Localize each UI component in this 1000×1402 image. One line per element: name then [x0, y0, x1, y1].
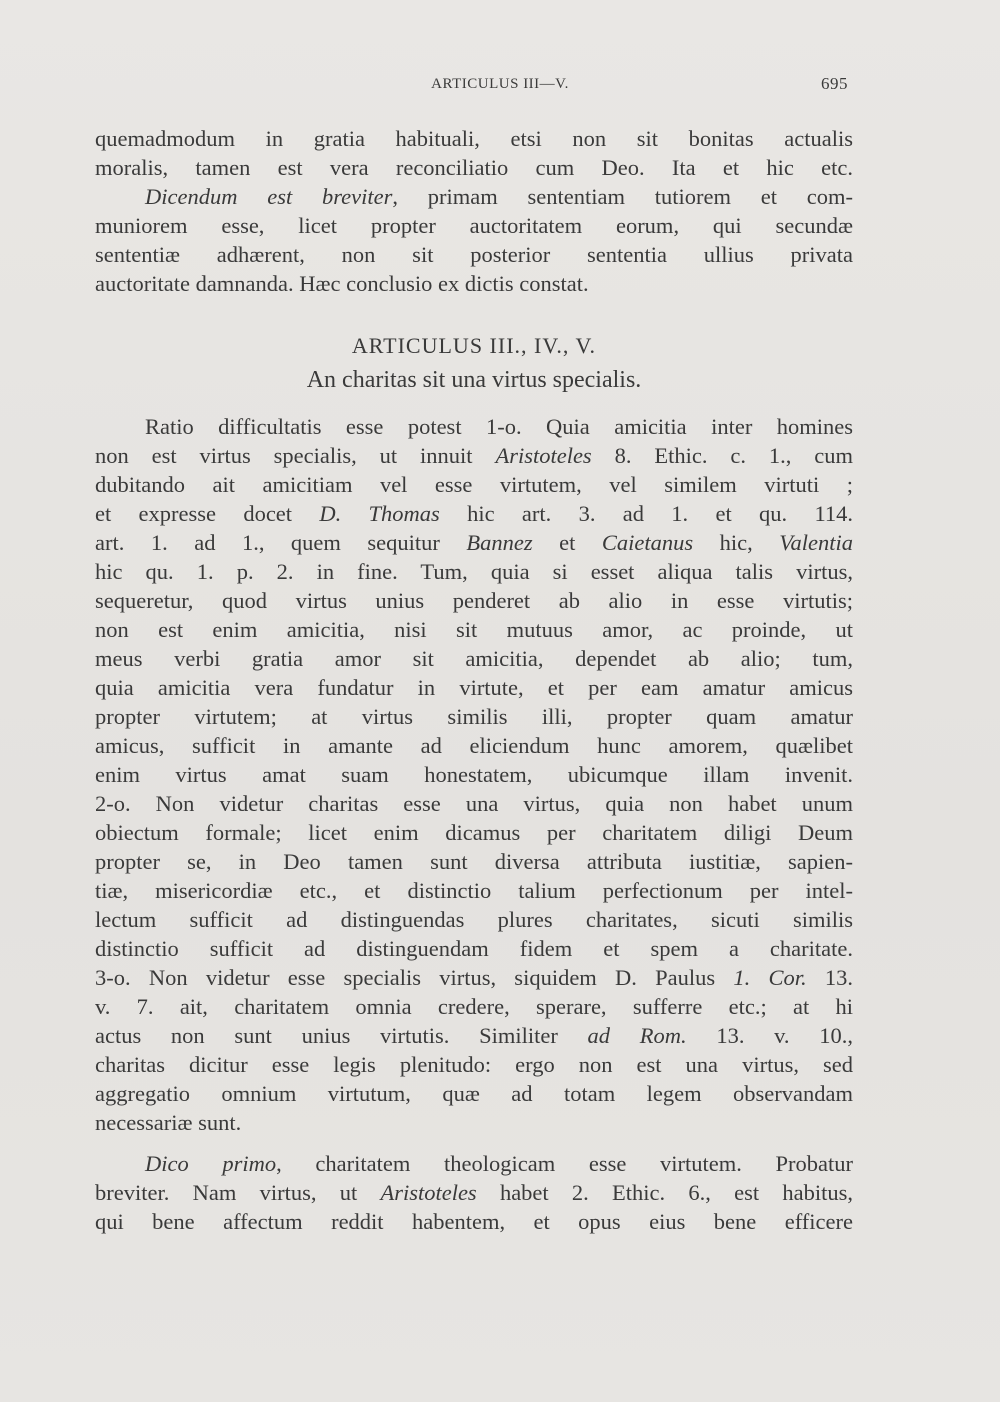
italic-phrase: Dico primo: [145, 1151, 277, 1176]
text-line: obiectum formale; licet enim dicamus per charitatem diligi Deum: [95, 820, 853, 845]
italic-phrase: Aristoteles: [380, 1180, 477, 1205]
text-line: sententiæ adhærent, non sit posterior sententia ullius privata: [95, 242, 853, 267]
paragraph-1: [95, 124, 853, 298]
text-run: habet 2. Ethic. 6., est habitus,: [476, 1180, 853, 1205]
text-run: 13.: [806, 965, 853, 990]
text-line: distinctio sufficit ad distinguendam fidem et spem a charitate.: [95, 936, 853, 961]
text-line: muniorem esse, licet propter auctoritatem eorum, qui secundæ: [95, 213, 853, 238]
text-line: auctoritate damnanda. Hæc conclusio ex dictis constat.: [95, 271, 589, 296]
text-line: quemadmodum in gratia habituali, etsi non sit bonitas actualis: [95, 126, 853, 151]
text-line: v. 7. ait, charitatem omnia credere, sperare, sufferre etc.; at hi: [95, 994, 853, 1019]
text-line: [95, 182, 853, 211]
text-run: hic,: [693, 530, 780, 555]
italic-phrase: Aristoteles: [495, 443, 592, 468]
text-line: necessariæ sunt.: [95, 1110, 242, 1135]
text-line: moralis, tamen est vera reconciliatio cum Deo. Ita et hic etc.: [95, 155, 853, 180]
text-line: [95, 1178, 853, 1207]
text-line: [95, 528, 853, 557]
text-run: art. 1. ad 1., quem sequitur: [95, 530, 467, 555]
text-line: amicus, sufficit in amante ad eliciendum hunc amorem, quælibet: [95, 733, 853, 758]
text-line: dubitando ait amicitiam vel esse virtutem, vel similem virtuti ;: [95, 472, 853, 497]
text-line: [95, 1021, 853, 1050]
text-line: [95, 441, 853, 470]
text-run: actus non sunt unius virtutis. Similiter: [95, 1023, 588, 1048]
text-line: meus verbi gratia amor sit amicitia, dependet ab alio; tum,: [95, 646, 853, 671]
section-title: ARTICULUS III., IV., V.: [351, 333, 597, 358]
italic-phrase: Caietanus: [601, 530, 694, 555]
text-run: 13. v. 10.,: [686, 1023, 853, 1048]
text-line: propter virtutem; at virtus similis illi, propter quam amatur: [95, 704, 853, 729]
page-number: 695: [821, 74, 848, 93]
page-header: [0, 74, 1000, 98]
italic-phrase: 1. Cor.: [733, 965, 807, 990]
text-line: [95, 963, 853, 992]
text-line: lectum sufficit ad distinguendas plures charitates, sicuti similis: [95, 907, 853, 932]
paragraph-2: [95, 412, 853, 1137]
text-line: [95, 499, 853, 528]
italic-phrase: Dicendum est breviter: [145, 184, 393, 209]
italic-phrase: Valentia: [779, 530, 853, 555]
italic-phrase: D. Thomas: [319, 501, 440, 526]
text-run: non est virtus specialis, ut innuit: [95, 443, 496, 468]
text-line: tiæ, misericordiæ etc., et distinctio talium perfectionum per intel-: [95, 878, 853, 903]
text-line: 2-o. Non videtur charitas esse una virtus, quia non habet unum: [95, 791, 853, 816]
text-run: 3-o. Non videtur esse specialis virtus, siquidem D. Paulus: [95, 965, 734, 990]
text-line: propter se, in Deo tamen sunt diversa attributa iustitiæ, sapien-: [95, 849, 853, 874]
italic-phrase: ad Rom.: [587, 1023, 687, 1048]
text-run: et: [532, 530, 602, 555]
text-line: charitas dicitur esse legis plenitudo: ergo non est una virtus, sed: [95, 1052, 853, 1077]
text-run: hic art. 3. ad 1. et qu. 114.: [439, 501, 853, 526]
text-line: enim virtus amat suam honestatem, ubicumque illam invenit.: [95, 762, 853, 787]
text-run: breviter. Nam virtus, ut: [95, 1180, 381, 1205]
text-line: quia amicitia vera fundatur in virtute, et per eam amatur amicus: [95, 675, 853, 700]
text-line: hic qu. 1. p. 2. in fine. Tum, quia si esset aliqua talis virtus,: [95, 559, 853, 584]
text-line: sequeretur, quod virtus unius penderet ab alio in esse virtutis;: [95, 588, 853, 613]
section-subtitle: An charitas sit una virtus specialis.: [306, 367, 642, 393]
text-run: , charitatem theologicam esse virtutem. Probatur: [276, 1151, 853, 1176]
text-line: qui bene affectum reddit habentem, et opus eius bene efficere: [95, 1209, 853, 1234]
body-text: [95, 124, 853, 1236]
text-run: , primam sententiam tutiorem et com-: [392, 184, 853, 209]
paragraph-3: [95, 1149, 853, 1236]
running-head: ARTICULUS III—V.: [431, 76, 569, 92]
text-line: aggregatio omnium virtutum, quæ ad totam legem observandam: [95, 1081, 853, 1106]
text-line: [95, 1149, 853, 1178]
paragraph-gap: [95, 1137, 853, 1149]
text-line: non est enim amicitia, nisi sit mutuus amor, ac proinde, ut: [95, 617, 853, 642]
italic-phrase: Bannez: [466, 530, 533, 555]
text-run: et expresse docet: [95, 501, 320, 526]
text-line: Ratio difficultatis esse potest 1-o. Quia amicitia inter homines: [145, 414, 853, 439]
text-run: 8. Ethic. c. 1., cum: [591, 443, 853, 468]
